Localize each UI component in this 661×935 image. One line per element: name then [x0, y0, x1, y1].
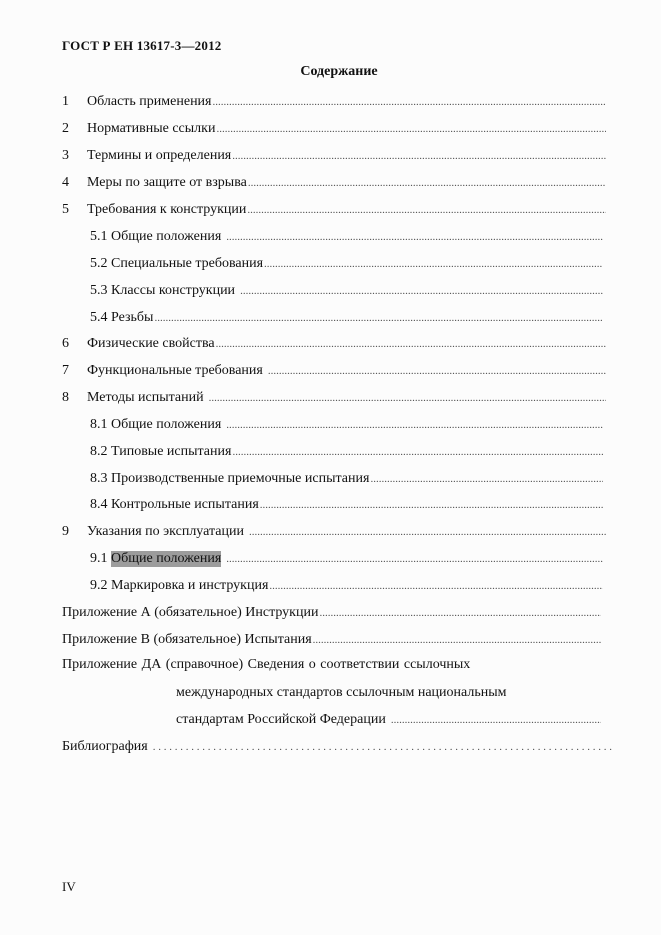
- toc-entry-5-4[interactable]: [90, 310, 603, 330]
- toc-entry-label: Библиография: [62, 739, 148, 754]
- toc-entry-number: 7: [62, 363, 69, 378]
- toc-entry-label: Нормативные ссылки: [87, 121, 216, 136]
- toc-entry-9[interactable]: [62, 524, 606, 544]
- toc-entry-label: Требования к конструкции: [87, 202, 247, 217]
- toc-entry-5[interactable]: [62, 202, 606, 222]
- toc-entry-label: Общие положения: [111, 229, 222, 244]
- toc-leader-dots: [209, 392, 606, 404]
- toc-leader-dots: [216, 123, 606, 135]
- toc-entry-label: Меры по защите от взрыва: [87, 175, 247, 190]
- toc-entry-9-2[interactable]: [90, 578, 603, 598]
- toc-entry-label: стандартам Российской Федерации: [176, 712, 386, 727]
- toc-entry-number: 5: [62, 202, 69, 217]
- toc-leader-dots: [226, 553, 603, 565]
- toc-entry-8-4[interactable]: [90, 497, 603, 517]
- toc-entry-label: Функциональные требования: [87, 363, 263, 378]
- toc-entry-number: 6: [62, 336, 69, 351]
- toc-entry-8-1[interactable]: [90, 417, 603, 437]
- toc-appendix-da-line2[interactable]: международных стандартов ссылочным национальным: [176, 685, 507, 700]
- toc-entry-number: 8.4: [90, 497, 108, 512]
- toc-entry-number: 2: [62, 121, 69, 136]
- toc-bibliography[interactable]: [62, 739, 613, 759]
- toc-leader-dots: [240, 285, 603, 297]
- toc-leader-dots: [226, 231, 603, 243]
- toc-entry-number: 3: [62, 148, 69, 163]
- toc-entry-number: 8: [62, 390, 69, 405]
- toc-leader-dots: [391, 714, 601, 726]
- page-number: IV: [62, 879, 76, 894]
- toc-leader-dots: [247, 204, 606, 216]
- toc-entry-1[interactable]: [62, 94, 606, 114]
- toc-entry-label: Резьбы: [111, 310, 154, 325]
- toc-entry-number: 8.1: [90, 417, 108, 432]
- toc-entry-number: 9: [62, 524, 69, 539]
- toc-title: Содержание: [300, 64, 378, 79]
- toc-entry-8-3[interactable]: [90, 471, 603, 491]
- toc-entry-8-2[interactable]: [90, 444, 603, 464]
- toc-leader-dots: [153, 741, 613, 753]
- toc-entry-7[interactable]: [62, 363, 606, 383]
- toc-leader-dots: [232, 446, 603, 458]
- toc-entry-9-1[interactable]: [90, 551, 603, 571]
- toc-entry-number: 5.2: [90, 256, 108, 271]
- toc-leader-dots: [213, 96, 607, 108]
- toc-leader-dots: [249, 526, 606, 538]
- toc-leader-dots: [370, 473, 603, 485]
- toc-entry-3[interactable]: [62, 148, 606, 168]
- toc-entry-label: Специальные требования: [111, 256, 264, 271]
- toc-entry-label: Указания по эксплуатации: [87, 524, 244, 539]
- toc-entry-5-3[interactable]: [90, 283, 603, 303]
- toc-entry-6[interactable]: [62, 336, 606, 356]
- toc-entry-4[interactable]: [62, 175, 606, 195]
- toc-leader-dots: [268, 365, 606, 377]
- toc-leader-dots: [313, 634, 601, 646]
- toc-entry-2[interactable]: [62, 121, 606, 141]
- toc-leader-dots: [319, 607, 601, 619]
- toc-entry-number: 9.2: [90, 578, 108, 593]
- toc-entry-label: Контрольные испытания: [111, 497, 259, 512]
- toc-entry-number: 8.2: [90, 444, 108, 459]
- toc-appendix-da-line3[interactable]: [176, 712, 601, 732]
- toc-entry-number: 5.1: [90, 229, 108, 244]
- toc-appendix-b[interactable]: [62, 632, 601, 652]
- toc-entry-number: 5.4: [90, 310, 108, 325]
- toc-leader-dots: [264, 258, 603, 270]
- toc-leader-dots: [216, 338, 606, 350]
- toc-entry-label: Термины и определения: [87, 148, 232, 163]
- toc-entry-label: Маркировка и инструкция: [111, 578, 269, 593]
- toc-appendix-a[interactable]: [62, 605, 601, 625]
- toc-entry-label: Приложение А (обязательное) Инструкции: [62, 605, 319, 620]
- toc-appendix-da-line1[interactable]: Приложение ДА (справочное) Сведения о соответствии ссылочных: [62, 657, 471, 672]
- toc-leader-dots: [269, 580, 603, 592]
- toc-entry-label: Классы конструкции: [111, 283, 236, 298]
- toc-entry-number: 9.1: [90, 551, 108, 566]
- toc-entry-5-2[interactable]: [90, 256, 603, 276]
- toc-entry-label: Область применения: [87, 94, 212, 109]
- toc-leader-dots: [248, 177, 606, 189]
- toc-entry-number: 4: [62, 175, 69, 190]
- toc-entry-label: Методы испытаний: [87, 390, 204, 405]
- toc-entry-label-selected[interactable]: Общие положения: [111, 551, 222, 566]
- toc-entry-label: Производственные приемочные испытания: [111, 471, 370, 486]
- toc-entry-number: 1: [62, 94, 69, 109]
- document-header-standard-id: ГОСТ Р ЕН 13617-3—2012: [62, 38, 222, 53]
- toc-entry-label: Общие положения: [111, 417, 222, 432]
- toc-leader-dots: [154, 312, 603, 324]
- toc-leader-dots: [226, 419, 603, 431]
- toc-entry-label: Физические свойства: [87, 336, 215, 351]
- toc-entry-5-1[interactable]: [90, 229, 603, 249]
- toc-leader-dots: [232, 150, 606, 162]
- toc-entry-number: 8.3: [90, 471, 108, 486]
- toc-leader-dots: [260, 499, 603, 511]
- toc-entry-label: Приложение В (обязательное) Испытания: [62, 632, 312, 647]
- toc-entry-8[interactable]: [62, 390, 606, 410]
- toc-entry-label: Типовые испытания: [111, 444, 232, 459]
- toc-entry-number: 5.3: [90, 283, 108, 298]
